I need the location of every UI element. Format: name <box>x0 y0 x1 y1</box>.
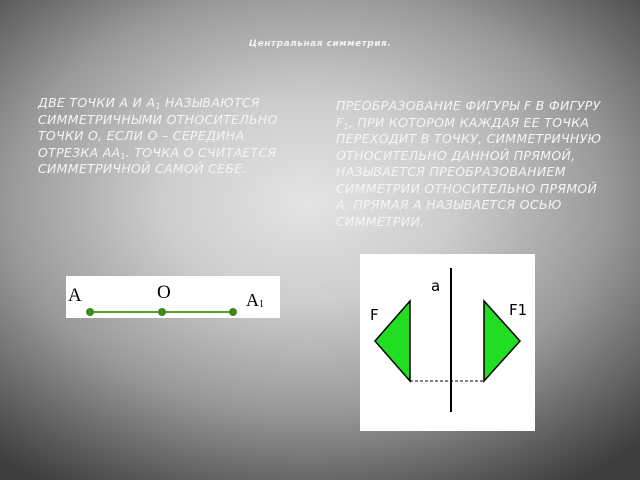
definition-text-part1: ДВЕ ТОЧКИ А И А <box>38 95 156 110</box>
label-o: O <box>157 282 171 303</box>
label-f1: F1 <box>509 301 528 319</box>
segment-figure <box>66 276 280 318</box>
axial-text-part1: ПРЕОБРАЗОВАНИЕ ФИГУРЫ F В ФИГУРУ F <box>336 98 601 130</box>
label-a: A <box>68 285 82 306</box>
slide-title: Центральная симметрия. <box>248 39 392 49</box>
axial-text-part2: , ПРИ КОТОРОМ КАЖДАЯ ЕЕ ТОЧКА ПЕРЕХОДИТ В ТОЧКУ, СИММЕТРИЧНУЮ ОТНОСИТЕЛЬНО ДАННОЙ ПРЯМОЙ, НАЗЫВАЕТСЯ ПРЕОБРАЗОВАНИЕМ СИММЕТРИИ ОТНОСИТЕЛЬНО ПРЯМОЙ А. ПРЯМАЯ А НАЗЫВАЕТСЯ ОСЬЮ СИММЕТРИИ. <box>336 114 602 229</box>
axial-subscript-1: 1 <box>343 121 349 131</box>
definition-subscript-1: 1 <box>155 102 161 111</box>
point-o <box>158 308 166 316</box>
definition-text-part2: НАЗЫВАЮТСЯ СИММЕТРИЧНЫМИ ОТНОСИТЕЛЬНО ТОЧКИ О, ЕСЛИ О – СЕРЕДИНА ОТРЕЗКА АА <box>38 95 278 160</box>
label-f: F <box>370 306 379 324</box>
label-a1-main: A <box>246 290 259 310</box>
axis-label-a: a <box>431 277 441 295</box>
figure-f <box>375 301 410 381</box>
central-symmetry-definition <box>38 95 308 178</box>
point-a1 <box>229 308 237 316</box>
label-a1-sub: 1 <box>259 299 264 310</box>
axial-symmetry-definition <box>336 98 611 230</box>
point-a <box>86 308 94 316</box>
label-a1 <box>246 290 264 310</box>
definition-subscript-2: 1 <box>120 151 126 161</box>
axial-symmetry-figure <box>360 254 535 431</box>
definition-text-part3: . ТОЧКА О СЧИТАЕТСЯ СИММЕТРИЧНОЙ САМОЙ СЕБЕ. <box>38 144 277 176</box>
